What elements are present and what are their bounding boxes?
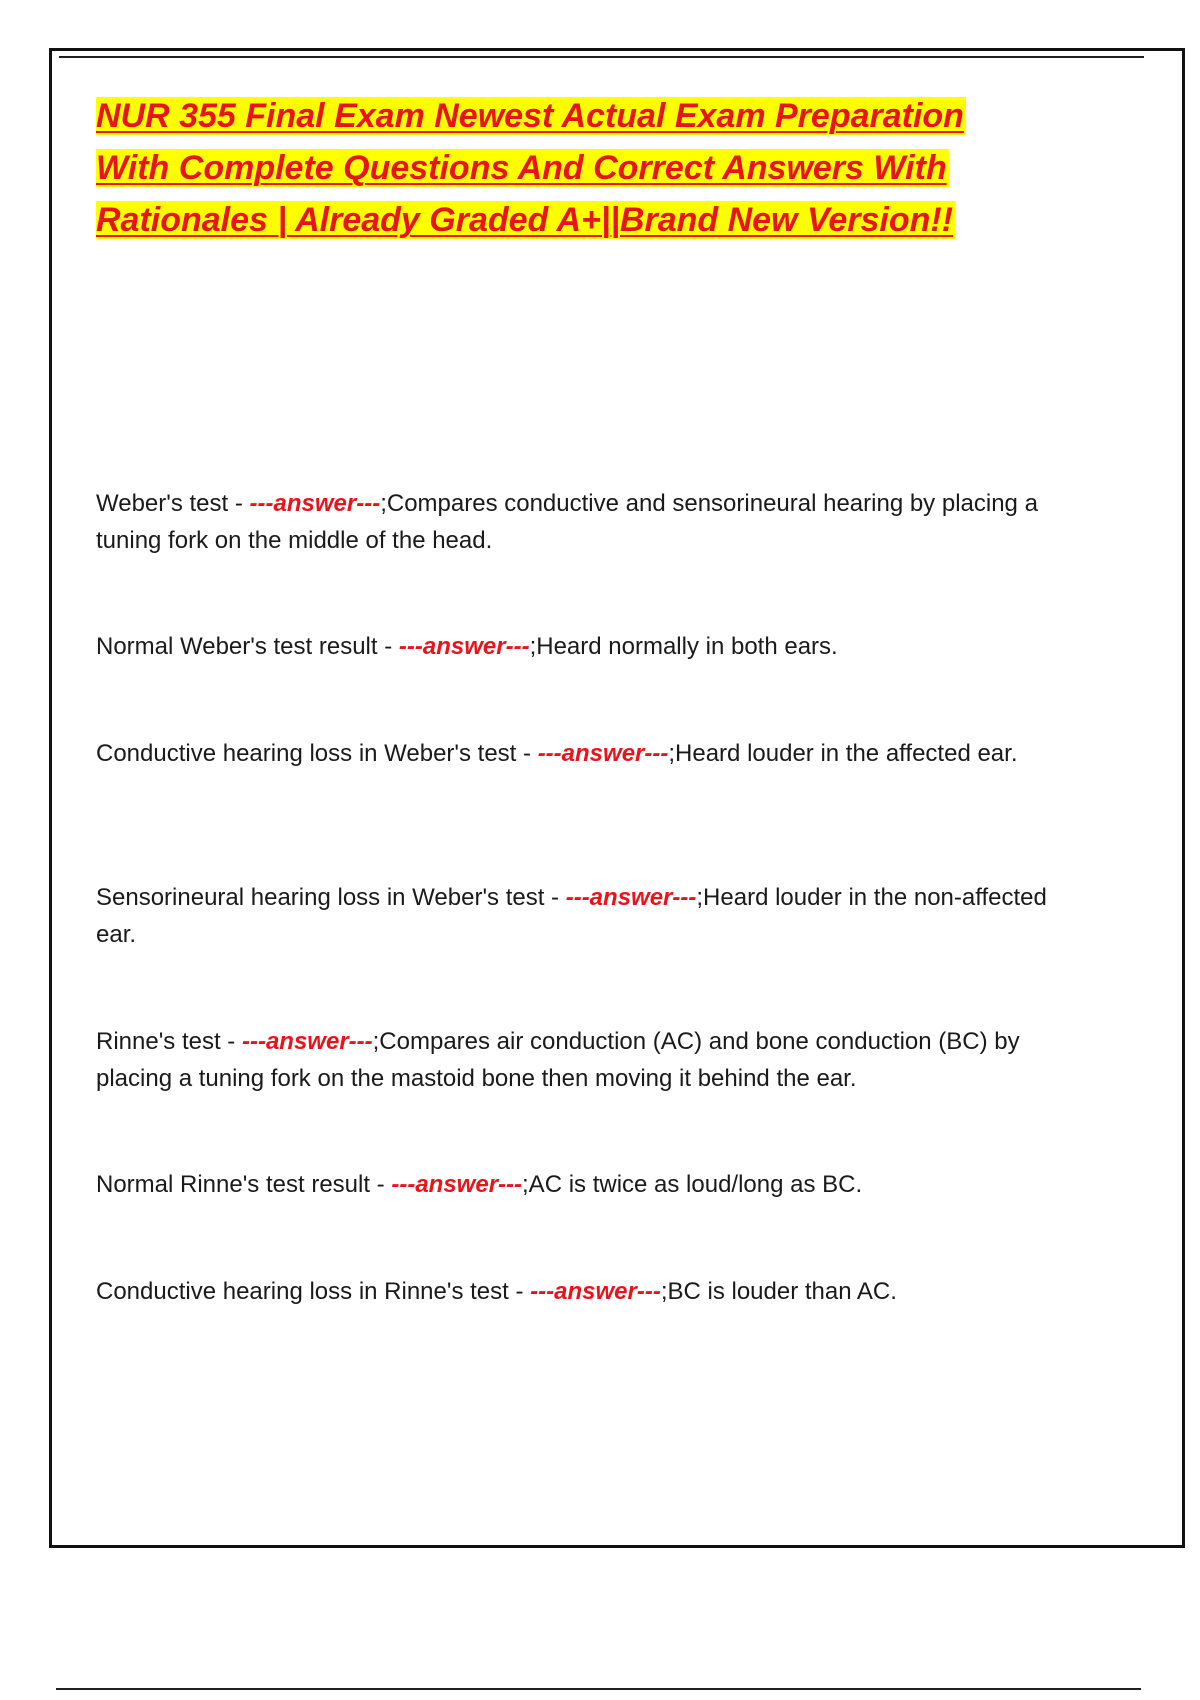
qa-definition: ;AC is twice as loud/long as BC. xyxy=(522,1171,863,1198)
document-title xyxy=(96,90,1056,246)
qa-item xyxy=(96,628,1056,665)
qa-term: Normal Rinne's test result - xyxy=(96,1171,392,1198)
qa-term: Rinne's test - xyxy=(96,1028,242,1055)
qa-item xyxy=(96,485,1056,559)
qa-term: Conductive hearing loss in Rinne's test - xyxy=(96,1278,531,1305)
top-rule xyxy=(59,56,1144,58)
qa-definition: ;Compares conductive and sensorineural hearing by placing a tuning fork on the middle of the head. xyxy=(96,490,1038,554)
qa-definition: ;Heard louder in the non-affected ear. xyxy=(96,884,1047,948)
qa-item xyxy=(96,1166,1056,1203)
bottom-rule xyxy=(56,1688,1141,1690)
title-line-2 xyxy=(96,142,949,194)
qa-answer-marker: ---answer--- xyxy=(249,490,381,517)
qa-item xyxy=(96,735,1056,772)
qa-definition: ;Compares air conduction (AC) and bone conduction (BC) by placing a tuning fork on the mastoid bone then moving it behind the ear. xyxy=(96,1028,1020,1092)
qa-term: Conductive hearing loss in Weber's test - xyxy=(96,740,538,767)
qa-answer-marker: ---answer--- xyxy=(565,884,697,911)
qa-term: Sensorineural hearing loss in Weber's test - xyxy=(96,884,566,911)
qa-item xyxy=(96,1023,1056,1097)
title-line-3-text: Rationales | Already Graded A+||Brand New Version!! xyxy=(96,201,954,239)
page-frame xyxy=(49,48,1185,1548)
qa-definition: ;Heard normally in both ears. xyxy=(529,633,838,660)
qa-definition: ;Heard louder in the affected ear. xyxy=(668,740,1018,767)
qa-answer-marker: ---answer--- xyxy=(537,740,669,767)
qa-answer-marker: ---answer--- xyxy=(391,1171,523,1198)
qa-term: Normal Weber's test result - xyxy=(96,633,399,660)
qa-definition: ;BC is louder than AC. xyxy=(660,1278,897,1305)
title-line-2-text: With Complete Questions And Correct Answers With xyxy=(96,149,947,187)
title-line-1-text: NUR 355 Final Exam Newest Actual Exam Preparation xyxy=(96,97,964,135)
title-line-1 xyxy=(96,90,966,142)
qa-answer-marker: ---answer--- xyxy=(398,633,530,660)
qa-answer-marker: ---answer--- xyxy=(530,1278,661,1305)
qa-term: Weber's test - xyxy=(96,490,250,517)
title-line-3 xyxy=(96,194,955,246)
qa-item xyxy=(96,879,1056,953)
qa-item xyxy=(96,1273,1056,1310)
qa-answer-marker: ---answer--- xyxy=(241,1028,373,1055)
